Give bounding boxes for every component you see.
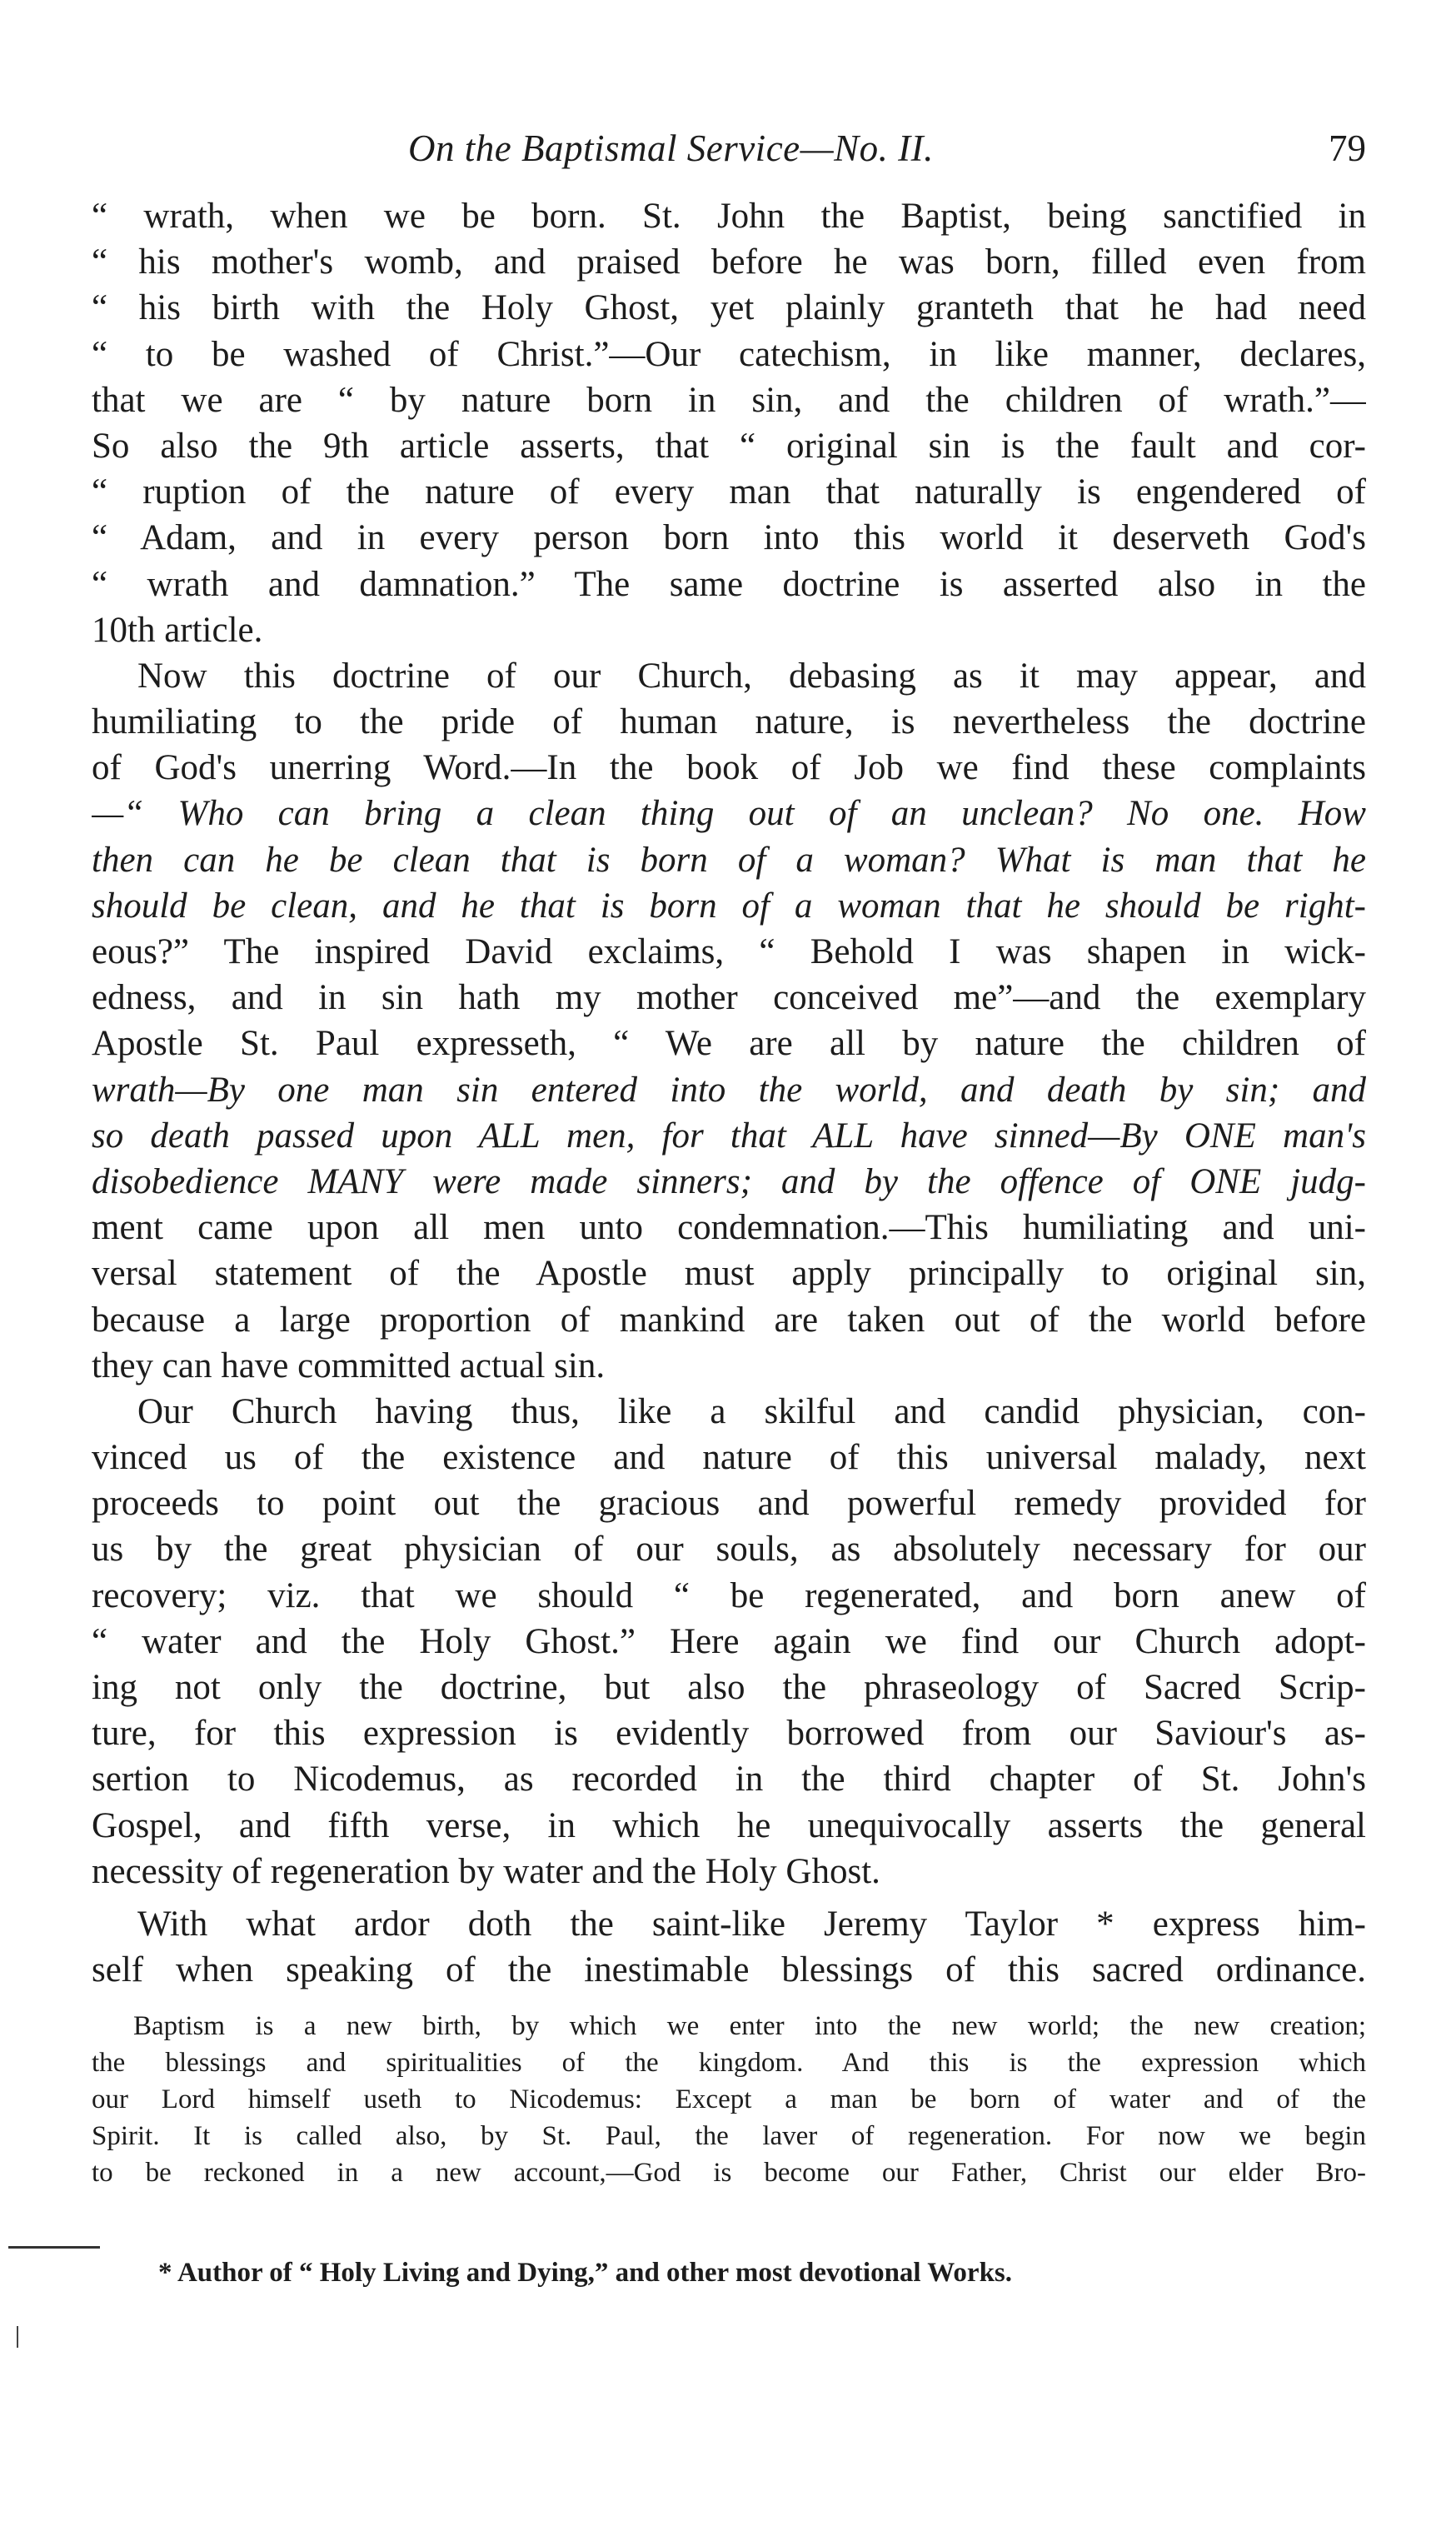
- text-line: ment came upon all men unto condemnation.—This humiliating and uni-: [92, 1208, 1366, 1248]
- text-line: they can have committed actual sin.: [92, 1345, 606, 1385]
- text-line: —“ Who can bring a clean thing out of an unclean? No one. How: [92, 794, 1366, 834]
- text-line: Gospel, and fifth verse, in which he unequivocally asserts the general: [92, 1805, 1366, 1845]
- text-line: self when speaking of the inestimable blessings of this sacred ordinance.: [92, 1950, 1366, 1990]
- footnote-line: Spirit. It is called also, by St. Paul, the laver of regeneration. For now we begin: [92, 2121, 1366, 2151]
- text-line: wrath—By one man sin entered into the world, and death by sin; and: [92, 1070, 1366, 1110]
- body-text: [92, 193, 1366, 1993]
- text-line: “ to be washed of Christ.”—Our catechism, in like manner, declares,: [92, 334, 1366, 374]
- text-line: “ Adam, and in every person born into this world it deserveth God's: [92, 518, 1366, 558]
- text-line: “ water and the Holy Ghost.” Here again we find our Church adopt-: [92, 1621, 1366, 1661]
- text-line: so death passed upon ALL men, for that ALL have sinned—By ONE man's: [92, 1116, 1366, 1156]
- text-line: “ wrath, when we be born. St. John the Baptist, being sanctified in: [92, 197, 1366, 236]
- footnote-author-text: Author of “ Holy Living and Dying,” and other most devotional Works.: [177, 2258, 1013, 2288]
- text-line: With what ardor doth the saint-like Jeremy Taylor * express him-: [137, 1904, 1366, 1944]
- text-line: humiliating to the pride of human nature, is nevertheless the doctrine: [92, 702, 1366, 742]
- footnote-rule: [8, 2246, 100, 2249]
- text-line: “ wrath and damnation.” The same doctrine is asserted also in the: [92, 564, 1366, 604]
- running-title: On the Baptismal Service—No. II.: [408, 127, 934, 169]
- text-line: Apostle St. Paul expresseth, “ We are all by nature the children of: [92, 1024, 1366, 1064]
- text-line: of God's unerring Word.—In the book of Job we find these complaints: [92, 748, 1366, 788]
- text-line: ture, for this expression is evidently borrowed from our Saviour's as-: [92, 1714, 1366, 1754]
- text-line: “ ruption of the nature of every man that naturally is engendered of: [92, 472, 1366, 512]
- footnote-line: to be reckoned in a new account,—God is become our Father, Christ our elder Bro-: [92, 2158, 1366, 2188]
- text-line: should be clean, and he that is born of a woman that he should be right-: [92, 886, 1366, 926]
- footnote-marker: *: [158, 2258, 172, 2288]
- text-line: disobedience MANY were made sinners; and by the offence of ONE judg-: [92, 1161, 1366, 1201]
- text-line: ing not only the doctrine, but also the phraseology of Sacred Scrip-: [92, 1668, 1366, 1707]
- page-number: 79: [1329, 127, 1366, 169]
- footnote-author: [158, 2258, 1012, 2289]
- footnote-line: our Lord himself useth to Nicodemus: Except a man be born of water and of the: [92, 2084, 1366, 2114]
- footnote-line: Baptism is a new birth, by which we enter into the new world; the new creation;: [133, 2011, 1366, 2041]
- text-line: Our Church having thus, like a skilful and candid physician, con-: [137, 1391, 1366, 1431]
- text-line: Now this doctrine of our Church, debasing as it may appear, and: [137, 656, 1366, 696]
- text-line: So also the 9th article asserts, that “ original sin is the fault and cor-: [92, 426, 1366, 466]
- text-line: versal statement of the Apostle must apply principally to original sin,: [92, 1254, 1366, 1294]
- text-line: eous?” The inspired David exclaims, “ Behold I was shapen in wick-: [92, 932, 1366, 971]
- running-head: [92, 127, 1366, 177]
- text-line: sertion to Nicodemus, as recorded in the third chapter of St. John's: [92, 1760, 1366, 1800]
- footnote-line: the blessings and spiritualities of the kingdom. And this is the expression which: [92, 2048, 1366, 2078]
- text-line: “ his birth with the Holy Ghost, yet plainly granteth that he had need: [92, 288, 1366, 328]
- text-line: necessity of regeneration by water and the Holy Ghost.: [92, 1851, 880, 1891]
- text-line: edness, and in sin hath my mother conceived me”—and the exemplary: [92, 978, 1366, 1018]
- text-line: proceeds to point out the gracious and powerful remedy provided for: [92, 1484, 1366, 1524]
- text-line: then can he be clean that is born of a woman? What is man that he: [92, 840, 1366, 880]
- footnote-quote: [92, 2008, 1366, 2191]
- text-line: us by the great physician of our souls, as absolutely necessary for our: [92, 1530, 1366, 1570]
- text-line: because a large proportion of mankind are taken out of the world before: [92, 1300, 1366, 1340]
- text-line: recovery; viz. that we should “ be regenerated, and born anew of: [92, 1575, 1366, 1615]
- text-line: that we are “ by nature born in sin, and the children of wrath.”—: [92, 380, 1366, 420]
- text-line: 10th article.: [92, 610, 263, 650]
- text-line: “ his mother's womb, and praised before he was born, filled even from: [92, 242, 1366, 282]
- margin-mark: [17, 2326, 18, 2348]
- text-line: vinced us of the existence and nature of this universal malady, next: [92, 1438, 1366, 1478]
